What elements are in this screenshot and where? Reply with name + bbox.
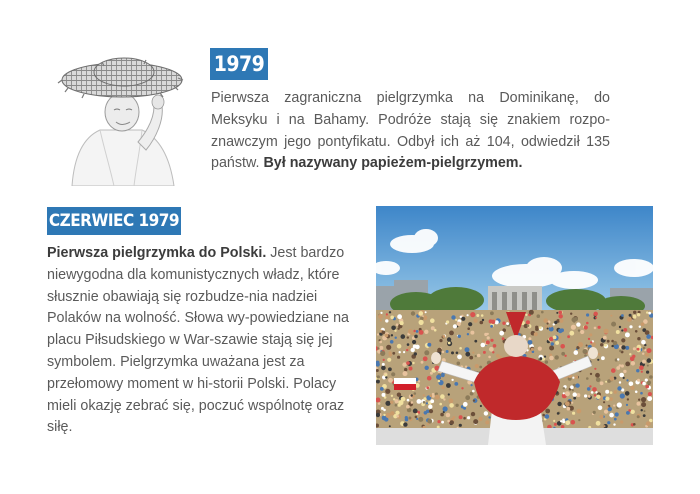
section1-text: Pierwsza zagraniczna pielgrzymka na Dominikanę, do Meksyku i na Bahamy. Podróże stają się znakiem rozpo-znawczym jego pontyfikatu. Odbył ich aż 104, odwiedził 135 państw. (211, 90, 610, 172)
section2-bold-text: Pierwsza pielgrzymka do Polski. (47, 245, 267, 261)
pope-straw-hat-illustration (44, 38, 200, 186)
section2-paragraph (47, 243, 352, 439)
date-badge-june-1979 (47, 207, 181, 235)
section1-bold-text: Był nazywany papieżem-pielgrzymem. (263, 155, 523, 172)
year-badge-text: 1979 (213, 52, 265, 76)
year-badge-1979 (210, 48, 268, 80)
pope-blessing-crowd-illustration (376, 206, 653, 445)
date-badge-text: CZERWIEC 1979 (48, 211, 180, 231)
section2-text: Jest bardzo niewygodna dla komunistycznych władz, które słusznie obawiają się rozbudze-nia nadziei Polaków na wolność. Słowa wy-powiedziane na placu Piłsudskiego w War-szawie stają się jej symbolem. Pielgrzymka uważana jest za przełomowy moment w hi-storii Polski. Polacy mieli okazję zebrać się, poczuć wspólnotę oraz siłę. (47, 245, 349, 436)
section1-paragraph (211, 88, 610, 175)
